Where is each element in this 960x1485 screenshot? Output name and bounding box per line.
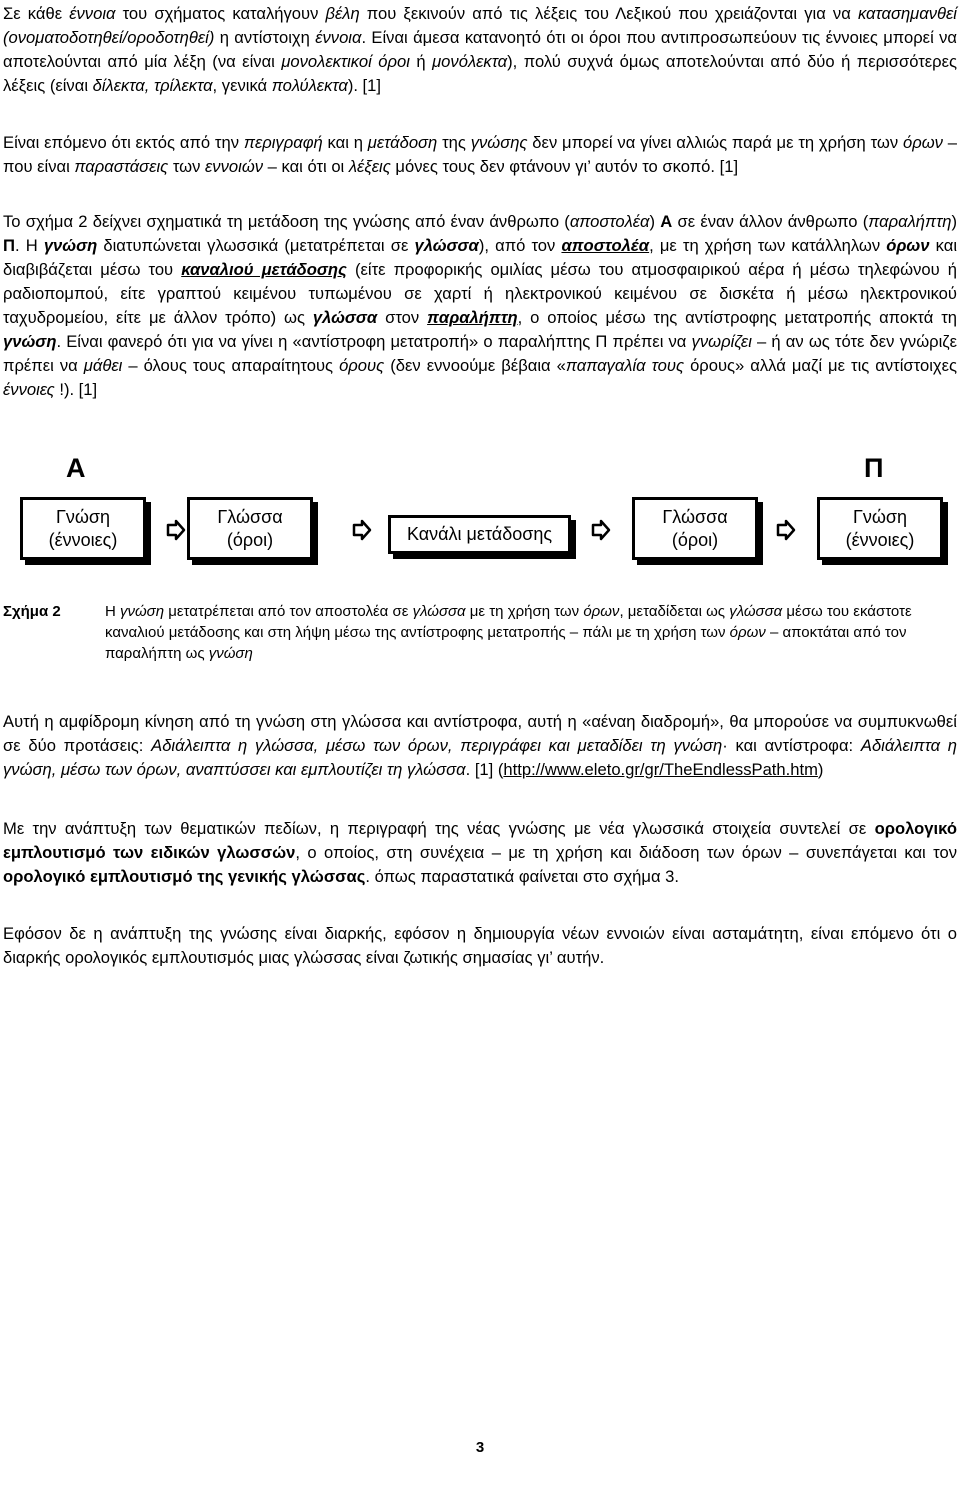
text-run: όρων <box>583 603 620 620</box>
right-arrow-icon <box>590 519 612 541</box>
sender-label: Α <box>66 453 86 483</box>
right-arrow-icon <box>775 519 797 541</box>
transmission-channel-box <box>388 515 571 554</box>
text-run: ). [1] <box>347 76 382 95</box>
text-run: γλώσσα <box>412 603 466 620</box>
figure-label: Σχήμα 2 <box>3 603 61 620</box>
text-run: ορολογικό εμπλουτισμό της γενικής γλώσσας <box>3 867 366 886</box>
text-run: Είναι επόμενο ότι εκτός από την <box>3 133 244 152</box>
text-run: ή <box>409 52 433 71</box>
text-run: περιγραφή <box>243 133 323 152</box>
text-run: – ή αν ως τότε δεν γνώριζε πρέπει να <box>3 332 957 375</box>
text-run: ) <box>817 760 824 779</box>
text-run: . Η <box>14 236 44 255</box>
text-run: μόνες τους δεν φτάνουν γι’ αυτόν το σκοπό. [1] <box>390 157 739 176</box>
text-run: – αποκτάται από τον παραλήπτη ως <box>105 624 907 662</box>
text-run: Αδιάλειπτα η γλώσσα, μέσω των όρων, περιγράφει και μεταδίδει τη γνώση <box>151 736 723 755</box>
text-run: , με τη χρήση των κατάλληλων <box>649 236 887 255</box>
text-run: (είτε προφορικής ομιλίας μέσω του ατμοσφαιρικού αέρα ή μέσω τηλεφώνου ή ραδιοπομπού, είτε γραπτού κειμένου τυπωμένου σε χαρτί ή ηλεκτρονικού κειμένου σε δισκέτα ή μέσω ηλεκτρονικού ταχυδρομείου, είτε με άλλον τρόπο) ως <box>3 260 958 327</box>
text-run: δεν μπορεί να γίνει αλλιώς παρά με τη χρήση των <box>527 133 903 152</box>
text-run: – όλους τους απαραίτητους <box>122 356 340 375</box>
text-run: . Είναι άμεσα κατανοητό ότι οι όροι που αντιπροσωπεύουν τις έννοιες μπορεί να αποτελούνται από μία λέξη (να είναι <box>3 28 958 71</box>
text-run: αποστολέα <box>561 236 650 255</box>
text-run: Α <box>660 212 673 231</box>
text-run: – που είναι <box>3 133 957 176</box>
text-run: Π <box>3 236 15 255</box>
text-run: Αδιάλειπτα η γνώση, μέσω των όρων, αναπτύσσει και εμπλουτίζει τη γλώσσα <box>3 736 957 779</box>
text-run: βέλη <box>325 4 360 23</box>
text-run: του σχήματος καταλήγουν <box>115 4 326 23</box>
text-run: παραλήπτη <box>427 308 518 327</box>
text-run: λέξεις <box>348 157 391 176</box>
text-run: κατασημανθεί (ονοματοδοτηθεί/οροδοτηθεί) <box>3 4 957 47</box>
text-run: της <box>437 133 471 152</box>
paragraph-terminology-enrichment <box>3 817 957 889</box>
text-run: και η <box>322 133 368 152</box>
box-sublabel: (όροι) <box>671 529 719 550</box>
text-run: δίλεκτα, τρίλεκτα <box>92 76 213 95</box>
text-run: παπαγαλία τους <box>565 356 685 375</box>
text-run: έννοια <box>69 4 116 23</box>
box-label: Κανάλι μετάδοσης <box>406 524 553 544</box>
right-arrow-icon <box>351 519 373 541</box>
text-run: και διαβιβάζεται μέσω του <box>3 236 957 279</box>
text-run: · και αντίστροφα: <box>722 736 861 755</box>
page-number: 3 <box>475 1439 485 1456</box>
paragraph-knowledge-transfer <box>3 131 957 179</box>
text-run: μετάδοση <box>367 133 438 152</box>
text-run: Το σχήμα 2 δείχνει σχηματικά τη μετάδοση της γνώσης από έναν άνθρωπο ( <box>3 212 570 231</box>
text-run: ) <box>649 212 661 231</box>
receiver-knowledge-box <box>817 497 943 560</box>
text-run: Η <box>105 603 120 620</box>
text-run: γνώση <box>3 332 57 351</box>
text-run: πολύλεκτα <box>271 76 348 95</box>
text-run: Αυτή η αμφίδρομη κίνηση από τη γνώση στη γλώσσα και αντίστροφα, αυτή η «αέναη διαδρομή», θα μπορούσε να συμπυκνωθεί σε δύο προτάσεις: <box>3 712 957 755</box>
text-run: γλώσσα <box>312 308 378 327</box>
text-run: μέσω του εκάστοτε καναλιού μετάδοσης και στη λήψη μέσω της αντίστροφης μετατροπής – πάλι με τη χρήση των <box>105 603 912 641</box>
text-run: η αντίστοιχη <box>214 28 316 47</box>
paragraph-figure-2-description <box>3 210 957 402</box>
paragraph-endless-path <box>3 710 957 782</box>
text-run: καναλιού μετάδοσης <box>181 260 347 279</box>
text-run: μονόλεκτα <box>432 52 508 71</box>
box-label: Γνώση <box>852 506 908 527</box>
figure-caption <box>105 601 939 664</box>
text-run: όρους <box>339 356 385 375</box>
receiver-language-box <box>632 497 758 560</box>
receiver-label: Π <box>864 453 884 483</box>
text-run: αποστολέα <box>569 212 650 231</box>
text-run: – και ότι οι <box>263 157 349 176</box>
text-run: (δεν εννοούμε βέβαια « <box>384 356 566 375</box>
text-run: παραλήπτη <box>868 212 952 231</box>
text-run: όρων <box>902 133 943 152</box>
text-run: ), από τον <box>478 236 562 255</box>
text-run: των <box>168 157 206 176</box>
text-run: γνωρίζει <box>691 332 752 351</box>
text-run: γλώσσα <box>414 236 479 255</box>
text-run: όρους» αλλά μαζί με τις αντίστοιχες <box>684 356 957 375</box>
text-run: Με την ανάπτυξη των θεματικών πεδίων, η περιγραφή της νέας γνώσης με νέα γλωσσικά στοιχεία συντελεί σε <box>3 819 875 838</box>
box-sublabel: (έννοιες) <box>845 529 915 550</box>
text-run: διατυπώνεται γλωσσικά (μετατρέπεται σε <box>97 236 415 255</box>
box-label: Γλώσσα <box>217 506 283 527</box>
sender-knowledge-box <box>20 497 146 560</box>
text-run: γνώση <box>43 236 98 255</box>
box-label: Γλώσσα <box>662 506 728 527</box>
text-run: όρων <box>886 236 930 255</box>
text-run: γλώσσα <box>729 603 783 620</box>
text-run: μάθει <box>83 356 123 375</box>
text-run: . Είναι φανερό ότι για να γίνει η «αντίστροφη μετατροπή» ο παραλήπτης Π πρέπει να <box>56 332 692 351</box>
text-run: , ο οποίος μέσω της αντίστροφης μετατροπής αποκτά τη <box>517 308 957 327</box>
text-run: !). [1] <box>54 380 98 399</box>
text-run: γνώσης <box>470 133 528 152</box>
text-run: , γενικά <box>212 76 272 95</box>
text-run: ορολογικό εμπλουτισμό των ειδικών γλωσσών <box>3 819 957 862</box>
text-run: μετατρέπεται από τον αποστολέα σε <box>164 603 413 620</box>
text-run: γνώση <box>120 603 165 620</box>
right-arrow-icon <box>165 519 187 541</box>
text-run: έννοιες <box>3 380 55 399</box>
text-run: παραστάσεις <box>74 157 169 176</box>
endless-path-link[interactable]: http://www.eleto.gr/gr/TheEndlessPath.htm <box>503 760 818 779</box>
text-run: , ο οποίος, στη συνέχεια – με τη χρήση και διάδοση των όρων – συνεπάγεται και τον <box>295 843 957 862</box>
text-run: όρων <box>729 624 766 641</box>
text-run: ) <box>951 212 958 231</box>
box-sublabel: (έννοιες) <box>48 529 118 550</box>
text-run: . όπως παραστατικά φαίνεται στο σχήμα 3. <box>365 867 680 886</box>
sender-language-box <box>187 497 313 560</box>
text-run: , μεταδίδεται ως <box>619 603 730 620</box>
text-run: . [1] ( <box>465 760 504 779</box>
text-run: μονολεκτικοί όροι <box>281 52 410 71</box>
text-run: Σε κάθε <box>3 4 70 23</box>
text-run: γνώση <box>208 645 253 662</box>
text-run: σε έναν άλλον άνθρωπο ( <box>672 212 869 231</box>
text-run: στον <box>377 308 428 327</box>
text-run: που ξεκινούν από τις λέξεις του Λεξικού που χρειάζονται για να <box>359 4 858 23</box>
text-run: ), πολύ συχνά όμως αποτελούνται από δύο ή περισσότερες λέξεις (είναι <box>3 52 957 95</box>
text-run: με τη χρήση των <box>465 603 584 620</box>
box-label: Γνώση <box>55 506 111 527</box>
paragraph-concepts-terms <box>3 2 957 98</box>
text-run: έννοια <box>315 28 362 47</box>
text-run: εννοιών <box>205 157 264 176</box>
box-sublabel: (όροι) <box>226 529 274 550</box>
paragraph-continuous-growth: Εφόσον δε η ανάπτυξη της γνώσης είναι διαρκής, εφόσον η δημιουργία νέων εννοιών είναι ασταμάτητη, είναι επόμενο ότι ο διαρκής ορολογικός εμπλουτισμός μιας γλώσσας είναι ζωτικής σημασίας γι’ αυτήν. <box>3 924 957 967</box>
